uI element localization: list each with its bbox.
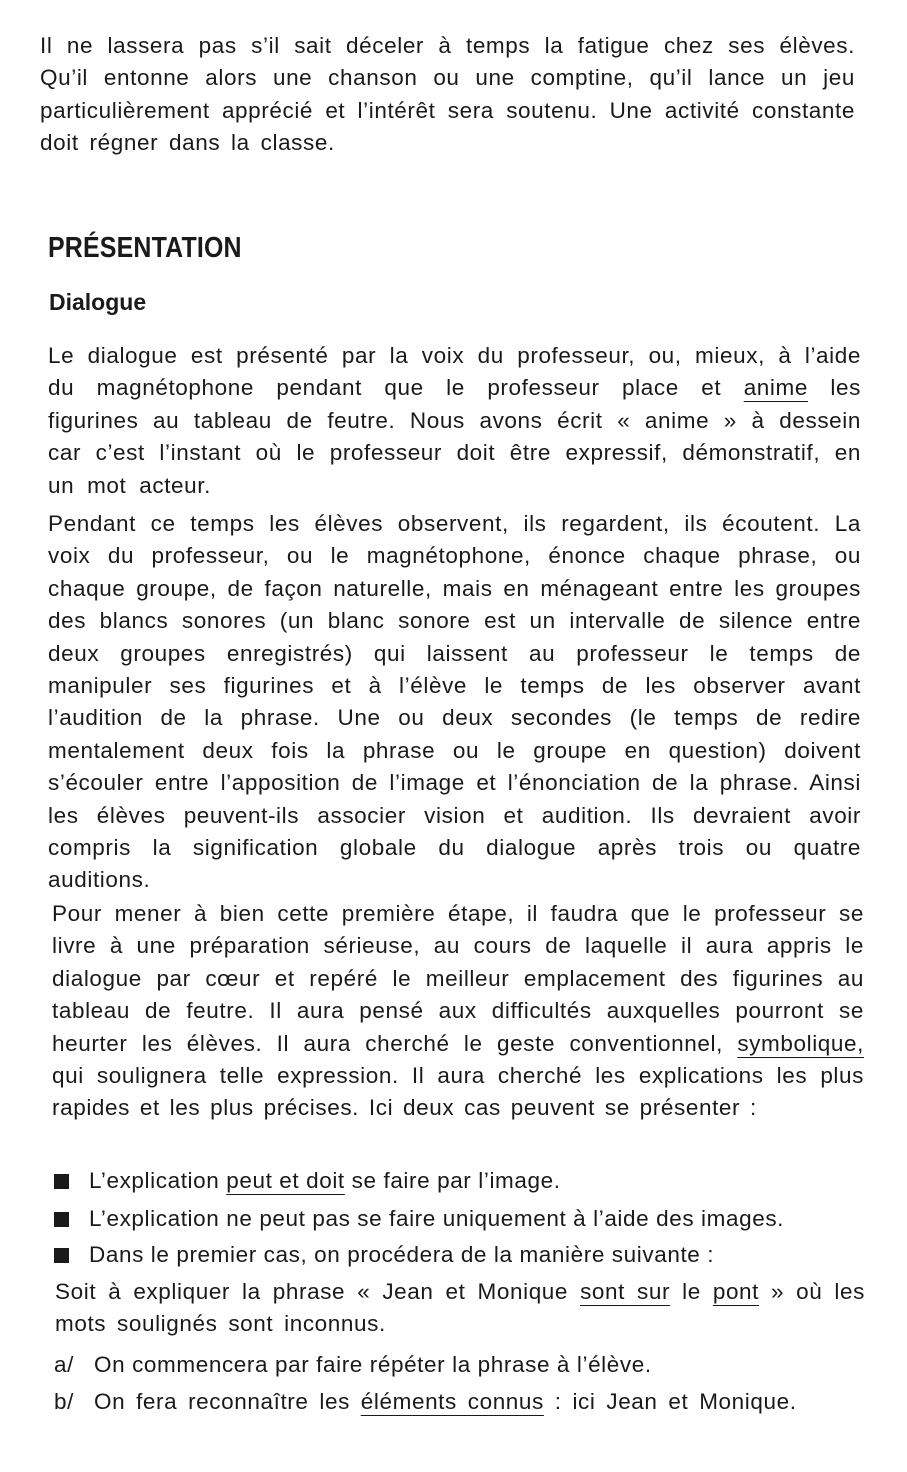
text-run: qui soulignera telle expression. Il aura cherché les explications les plus rapides et les plus précises. Ici deux cas peuvent se présenter : — [52, 1063, 864, 1121]
section-heading: PRÉSENTATION — [48, 232, 242, 264]
step-letter: a/ — [54, 1352, 74, 1377]
paragraph-preparation — [52, 898, 864, 1125]
text-run: Pour mener à bien cette première étape, il faudra que le professeur se livre à une préparation sérieuse, au cours de laquelle il aura appris le dialogue par cœur et repéré le meilleur emplacement des figurines au tableau de feutre. Il aura pensé aux difficultés auxquelles pourront se heurter les élèves. Il aura cherché le geste conventionnel, — [52, 901, 864, 1056]
text-run: les figurines au tableau de feutre. Nous avons écrit « anime » à dessein car c’est l’instant où le professeur doit être expressif, démonstratif, en un mot acteur. — [48, 375, 861, 498]
text-run: L’explication ne peut pas se faire uniquement à l’aide des images. — [89, 1206, 785, 1231]
text-run: » où les mots soulignés sont inconnus. — [55, 1279, 865, 1337]
step-text: On commencera par faire répéter la phrase à l’élève. — [94, 1352, 652, 1377]
underlined-word: anime — [743, 375, 808, 401]
underlined-word: symbolique, — [737, 1030, 864, 1056]
bullet-item-3 — [54, 1240, 869, 1270]
underlined-word: pont — [712, 1279, 760, 1304]
bullet-item-1 — [54, 1166, 869, 1196]
underlined-word: peut et doit — [226, 1168, 345, 1193]
text-run: Le dialogue est présenté par la voix du professeur, ou, mieux, à l’aide du magnétophone pendant que le professeur place et — [48, 343, 861, 401]
underlined-word: sont sur — [580, 1279, 671, 1304]
bullet-item-2 — [54, 1204, 869, 1234]
section-subheading: Dialogue — [49, 289, 147, 315]
underlined-word: éléments connus — [360, 1389, 544, 1414]
text-run: L’explication — [89, 1168, 227, 1193]
text-run: Dans le premier cas, on procédera de la manière suivante : — [89, 1242, 715, 1267]
square-bullet-icon — [54, 1212, 69, 1227]
text-run: se faire par l’image. — [344, 1168, 561, 1193]
square-bullet-icon — [54, 1248, 69, 1263]
example-paragraph — [55, 1276, 865, 1341]
text-run: Soit à expliquer la phrase « Jean et Monique — [55, 1279, 581, 1304]
text-run: : ici Jean et Monique. — [543, 1389, 797, 1414]
step-b — [54, 1387, 869, 1417]
intro-paragraph: Il ne lassera pas s’il sait déceler à temps la fatigue chez ses élèves. Qu’il entonne alors une chanson ou une comptine, qu’il lance un jeu particulièrement apprécié et l’intérêt sera soutenu. Une activité constante doit régner dans la classe. — [40, 33, 855, 156]
step-a — [54, 1350, 869, 1380]
paragraph-presentation — [48, 340, 861, 502]
text-run: On fera reconnaître les — [94, 1389, 361, 1414]
square-bullet-icon — [54, 1174, 69, 1189]
paragraph-observation: Pendant ce temps les élèves observent, ils regardent, ils écoutent. La voix du professeur, ou le magnétophone, énonce chaque phrase, ou chaque groupe, de façon naturelle, mais en ménageant entre les groupes des blancs sonores (un blanc sonore est un intervalle de silence entre deux groupes enregistrés) qui laissent au professeur le temps de manipuler ses figurines et à l’élève le temps de les observer avant l’audition de la phrase. Une ou deux secondes (le temps de redire mentalement deux fois la phrase ou le groupe en question) doivent s’écouler entre l’apposition de l’image et l’énonciation de la phrase. Ainsi les élèves peuvent-ils associer vision et audition. Ils devraient avoir compris la signification globale du dialogue après trois ou quatre auditions. — [48, 511, 861, 893]
step-letter: b/ — [54, 1389, 74, 1414]
text-run: le — [670, 1279, 713, 1304]
